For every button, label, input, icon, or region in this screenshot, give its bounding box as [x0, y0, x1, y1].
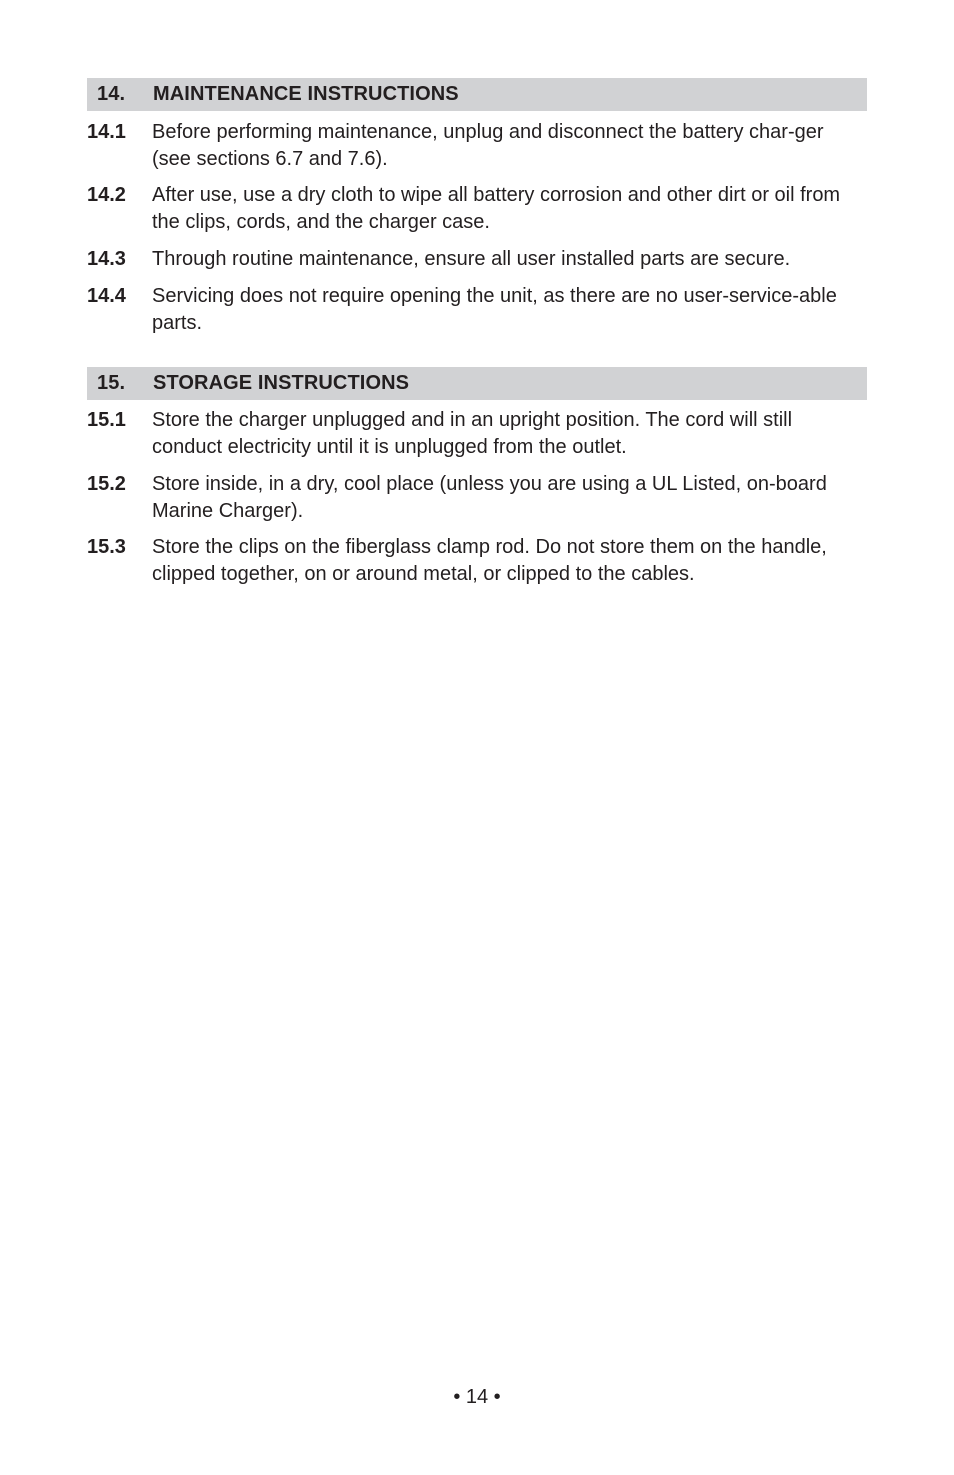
item-number: 15.3 [87, 536, 126, 558]
item-number: 14.2 [87, 184, 126, 206]
list-item [87, 119, 867, 172]
section-header-storage [87, 367, 867, 400]
list-item [87, 246, 867, 273]
list-item [87, 471, 867, 524]
list-item [87, 407, 867, 460]
item-text: After use, use a dry cloth to wipe all battery corrosion and other dirt or oil from the clips, cords, and the charger case. [152, 184, 841, 233]
section-title: STORAGE INSTRUCTIONS [153, 372, 410, 394]
section-number: 15. [97, 372, 126, 394]
item-text: Store the clips on the fiberglass clamp rod. Do not store them on the handle, clipped together, on or around metal, or clipped to the cables. [152, 536, 827, 585]
section-number: 14. [97, 83, 126, 105]
item-text: Servicing does not require opening the unit, as there are no user-service-able parts. [152, 285, 837, 334]
section-title: MAINTENANCE INSTRUCTIONS [153, 83, 459, 105]
item-number: 15.1 [87, 409, 126, 431]
list-item [87, 182, 867, 235]
page-number: • 14 • [453, 1386, 501, 1408]
list-item [87, 283, 867, 336]
item-text: Store the charger unplugged and in an upright position. The cord will still conduct electricity until it is unplugged from the outlet. [152, 409, 793, 458]
item-number: 14.4 [87, 285, 126, 307]
item-text: Store inside, in a dry, cool place (unless you are using a UL Listed, on-board Marine Charger). [152, 473, 827, 522]
item-text: Through routine maintenance, ensure all user installed parts are secure. [152, 248, 791, 270]
list-item [87, 534, 867, 587]
section-header-maintenance [87, 78, 867, 111]
item-number: 14.1 [87, 121, 126, 143]
item-text: Before performing maintenance, unplug and disconnect the battery char-ger (see sections 6.7 and 7.6). [152, 121, 824, 170]
item-number: 14.3 [87, 248, 126, 270]
item-number: 15.2 [87, 473, 126, 495]
